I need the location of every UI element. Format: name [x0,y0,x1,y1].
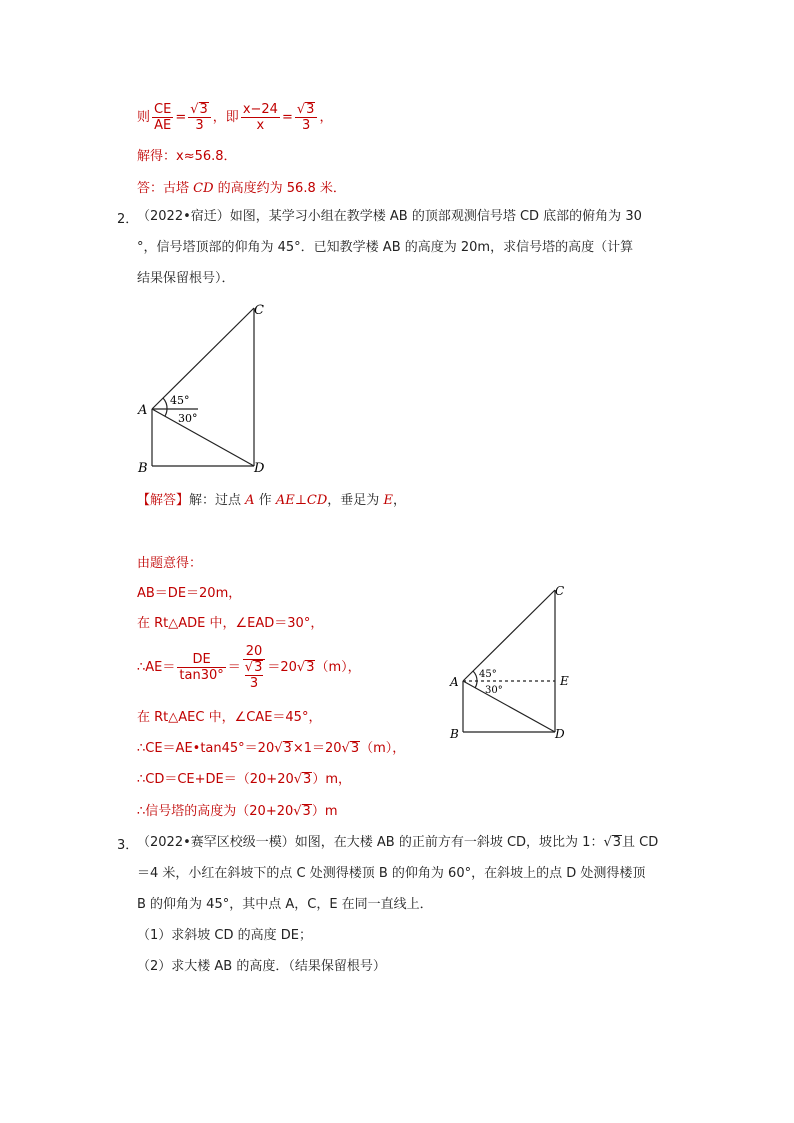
solution-line-8: ∴CD＝CE+DE＝（20+20√3）m， [137,772,351,787]
solve-line: 解得：x≈56.8． [137,149,237,164]
fraction-de-tan30: $\frac{DE}{\tan 30^\circ}$ [179,652,224,683]
fraction-root3-3-b: $\frac{√3}{3}$ [295,102,318,133]
fraction-x-24-x: $\frac{x-24}{x}$ [242,102,278,133]
sol-angle-30: 30° [485,685,503,696]
sol-label-d: D [555,727,565,741]
solution-line-5: ∴AE＝ $\frac{DE}{\tan 30^\circ}$ ＝ 20 √3 3 ＝20√3（m）， [137,644,361,691]
solution-line-7: ∴CE＝AE•tan45°＝20√3×1＝20√3（m）， [137,741,406,756]
solution-tag: 【解答】 [137,493,190,508]
q2-angle-30: 30° [178,412,198,425]
q2-label-a: A [138,403,148,418]
solution-line-3: AB＝DE＝20m， [137,586,242,601]
sol-label-c: C [555,584,565,598]
q2-angle-45: 45° [170,394,190,407]
top-equation-line: 则 $\frac{CE}{AE}$ = $\frac{√3}{3}$ ，即 $\frac{x-24}{x}$ = $\frac{√3}{3}$ ， [137,102,333,133]
solution-line-2: 由题意得： [137,556,203,571]
answer-line: 答：古塔 CD 的高度约为 56.8 米． [137,181,346,196]
solution-line-1: 【解答】解：过点 A 作 AE⊥CD，垂足为 E， [137,493,406,508]
fraction-ce-ae: $\frac{CE}{AE}$ [154,102,172,133]
sol-angle-45: 45° [479,669,497,680]
text-ze: 则 [137,110,151,125]
sol-label-a: A [450,675,459,689]
sol-label-b: B [450,727,459,741]
q2-figure [130,296,280,481]
solution-line-6: 在 Rt△AEC 中，∠CAE＝45°， [137,710,322,725]
q2-label-c: C [254,303,264,318]
solution-figure [445,580,575,745]
q3-number: 3． [117,838,139,853]
fraction-root3-3: $\frac{√3}{3}$ [188,102,211,133]
fraction-20-root3-3: 20 √3 3 [243,644,266,691]
q2-label-b: B [138,461,148,476]
q3-text: （2022•赛罕区校级一模）如图，在大楼 AB 的正前方有一斜坡 CD，坡比为 1：√3且 CD ＝4 米，小红在斜坡下的点 C 处测得楼顶 B 的仰角为 60°，在斜坡上的点 D 处测得楼顶 B 的仰角为 45°，其中点 A，C，E 在同一直线上． （1）求斜坡 CD 的高度 DE； （2）求大楼 AB 的高度．（结果保留根号） [137,835,659,974]
solution-line-9: ∴信号塔的高度为（20+20√3）m [137,804,338,819]
q2-number: 2． [117,212,139,227]
solution-line-4: 在 Rt△ADE 中，∠EAD＝30°， [137,616,324,631]
q2-text: （2022•宿迁）如图，某学习小组在教学楼 AB 的顶部观测信号塔 CD 底部的俯角为 30 °，信号塔顶部的仰角为 45°．已知教学楼 AB 的高度为 20m，求信号塔的高度（计算 结果保留根号）． [137,209,642,286]
sol-label-e: E [560,674,569,688]
q2-label-d: D [254,461,265,476]
